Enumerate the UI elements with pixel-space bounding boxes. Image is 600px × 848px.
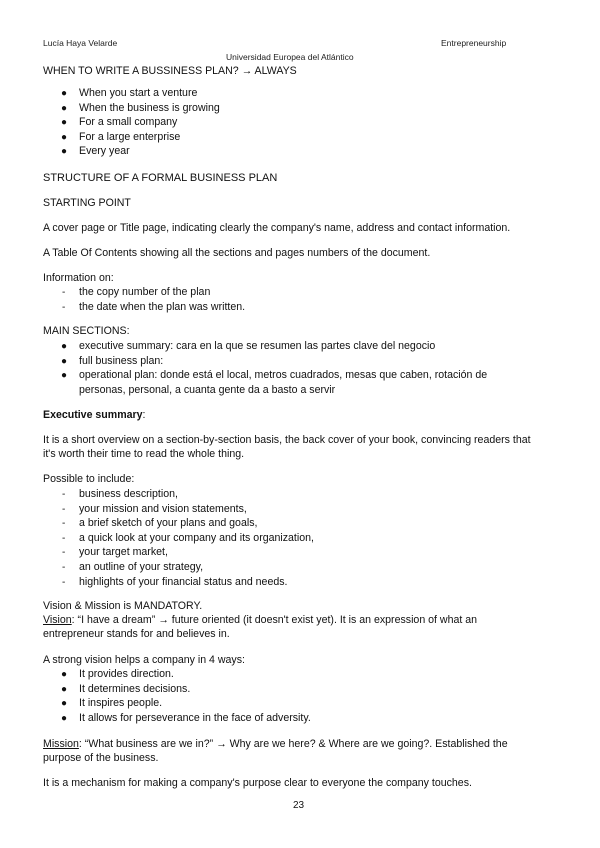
possible-include: Possible to include:: [43, 473, 135, 485]
exec-desc-2: it's worth their time to read the whole thing.: [43, 448, 245, 460]
vision-text-2: entrepreneur stands for and believes in.: [43, 628, 230, 640]
list-marker: -: [62, 562, 66, 573]
toc-text: A Table Of Contents showing all the sections and pages numbers of the document.: [43, 247, 431, 259]
mechanism-text: It is a mechanism for making a company's purpose clear to everyone the company touches.: [43, 777, 472, 789]
mission-text-2: purpose of the business.: [43, 752, 159, 764]
header-institution: Universidad Europea del Atlántico: [226, 52, 354, 62]
list-marker: -: [62, 503, 66, 515]
list-marker: -: [62, 518, 66, 530]
list-item: For a small company: [79, 116, 178, 129]
main-sections-title: MAIN SECTIONS:: [43, 325, 130, 337]
list-item: highlights of your financial status and needs.: [79, 575, 288, 588]
list-marker: ●: [61, 341, 68, 352]
exec-colon: :: [142, 409, 146, 421]
header-author: Lucía Haya Velarde: [43, 38, 118, 48]
list-item: Every year: [79, 145, 130, 158]
list-marker: ●: [61, 370, 68, 382]
list-item: an outline of your strategy,: [79, 561, 204, 573]
list-marker: ●: [61, 712, 68, 724]
list-item: When the business is growing: [79, 101, 220, 114]
list-item: It provides direction.: [79, 668, 174, 680]
list-item: For a large enterprise: [79, 130, 181, 143]
list-item: business description,: [79, 488, 178, 500]
list-item: a brief sketch of your plans and goals,: [79, 517, 258, 530]
list-marker: ●: [61, 131, 68, 143]
header-subject: Entrepreneurship: [441, 38, 507, 48]
list-marker: ●: [61, 669, 68, 680]
list-item: the date when the plan was written.: [79, 300, 246, 313]
list-item: When you start a venture: [79, 87, 198, 99]
list-marker: -: [62, 287, 66, 298]
list-marker: ●: [61, 683, 68, 695]
list-marker: ●: [61, 146, 68, 158]
list-marker: ●: [61, 88, 68, 99]
mission-line: [43, 738, 508, 751]
list-item: personas, personal, a cuanta gente da a basto a servir: [79, 383, 336, 396]
list-marker: -: [62, 547, 66, 559]
info-on: Information on:: [43, 272, 114, 284]
list-item: full business plan:: [79, 354, 164, 367]
page-number: 23: [293, 800, 305, 811]
list-marker: -: [62, 576, 66, 588]
list-item: a quick look at your company and its organization,: [79, 531, 314, 544]
list-item: It allows for perseverance in the face of adversity.: [79, 711, 311, 724]
list-marker: ●: [61, 355, 68, 367]
structure-title: STRUCTURE OF A FORMAL BUSINESS PLAN: [43, 172, 278, 184]
mission-label: Mission: [43, 738, 79, 750]
list-marker: ●: [61, 117, 68, 129]
strong-vision: A strong vision helps a company in 4 ways:: [43, 654, 245, 666]
vision-line: [43, 614, 477, 627]
list-item: It inspires people.: [79, 697, 163, 710]
list-marker: ●: [61, 698, 68, 710]
vm-mandatory: Vision & Mission is MANDATORY.: [43, 600, 203, 612]
list-marker: -: [62, 532, 66, 544]
exec-title-line: [43, 409, 145, 422]
list-item: executive summary: cara en la que se resumen las partes clave del negocio: [79, 340, 436, 352]
mission-text: : “What business are we in?” → Why are we here? & Where are we going?. Established the: [78, 738, 508, 750]
list-item: the copy number of the plan: [79, 286, 211, 298]
list-marker: ●: [61, 102, 68, 114]
starting-point: STARTING POINT: [43, 197, 131, 209]
list-marker: -: [62, 489, 66, 500]
list-item: your target market,: [79, 546, 168, 559]
vision-text: : “I have a dream” → future oriented (it doesn't exist yet). It is an expression of what an: [71, 614, 478, 626]
cover-page-text: A cover page or Title page, indicating clearly the company's name, address and contact information.: [43, 222, 511, 234]
list-item: operational plan: donde está el local, metros cuadrados, mesas que caben, rotación de: [79, 369, 488, 382]
list-marker: -: [62, 301, 66, 313]
list-item: It determines decisions.: [79, 682, 191, 695]
list-item: your mission and vision statements,: [79, 502, 247, 515]
exec-title: Executive summary: [43, 409, 143, 421]
exec-desc-1: It is a short overview on a section-by-section basis, the back cover of your book, convincing readers that: [43, 434, 531, 446]
vision-label: Vision: [43, 614, 72, 626]
when-title: WHEN TO WRITE A BUSSINESS PLAN? → ALWAYS: [43, 65, 297, 77]
